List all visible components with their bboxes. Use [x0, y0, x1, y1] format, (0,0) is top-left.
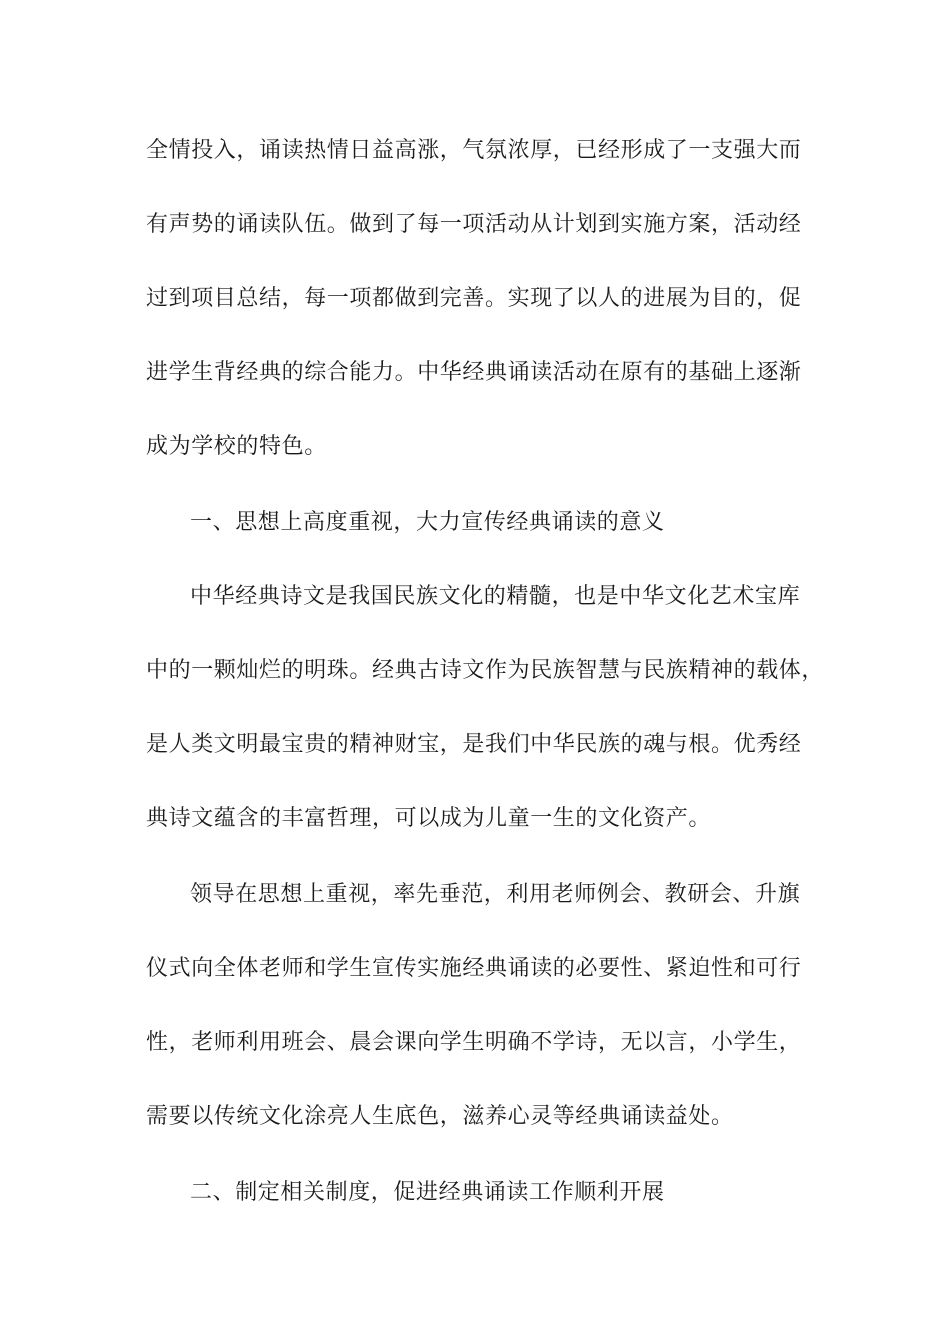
text-line: 全情投入，诵读热情日益高涨，气氛浓厚，已经形成了一支强大而: [146, 138, 802, 163]
section-heading: 二、制定相关制度，促进经典诵读工作顺利开展: [190, 1180, 665, 1205]
text-line: 性，老师利用班会、晨会课向学生明确不学诗，无以言，小学生，: [146, 1030, 802, 1055]
section-heading: 一、思想上高度重视，大力宣传经典诵读的意义: [190, 510, 665, 535]
text-line: 过到项目总结，每一项都做到完善。实现了以人的进展为目的，促: [146, 286, 802, 311]
text-line: 进学生背经典的综合能力。中华经典诵读活动在原有的基础上逐渐: [146, 360, 802, 385]
text-line: 需要以传统文化涂亮人生底色，滋养心灵等经典诵读益处。: [146, 1104, 734, 1129]
text-line: 仪式向全体老师和学生宣传实施经典诵读的必要性、紧迫性和可行: [146, 956, 802, 981]
paragraph-first-line: 领导在思想上重视，率先垂范，利用老师例会、教研会、升旗: [190, 882, 801, 907]
text-line: 典诗文蕴含的丰富哲理，可以成为儿童一生的文化资产。: [146, 806, 712, 831]
paragraph-first-line: 中华经典诗文是我国民族文化的精髓，也是中华文化艺术宝库: [190, 584, 801, 609]
text-line: 成为学校的特色。: [146, 434, 327, 459]
text-line: 是人类文明最宝贵的精神财宝，是我们中华民族的魂与根。优秀经: [146, 732, 802, 757]
text-line: 中的一颗灿烂的明珠。经典古诗文作为民族智慧与民族精神的载体，: [146, 658, 825, 683]
text-line: 有声势的诵读队伍。做到了每一项活动从计划到实施方案，活动经: [146, 212, 802, 237]
